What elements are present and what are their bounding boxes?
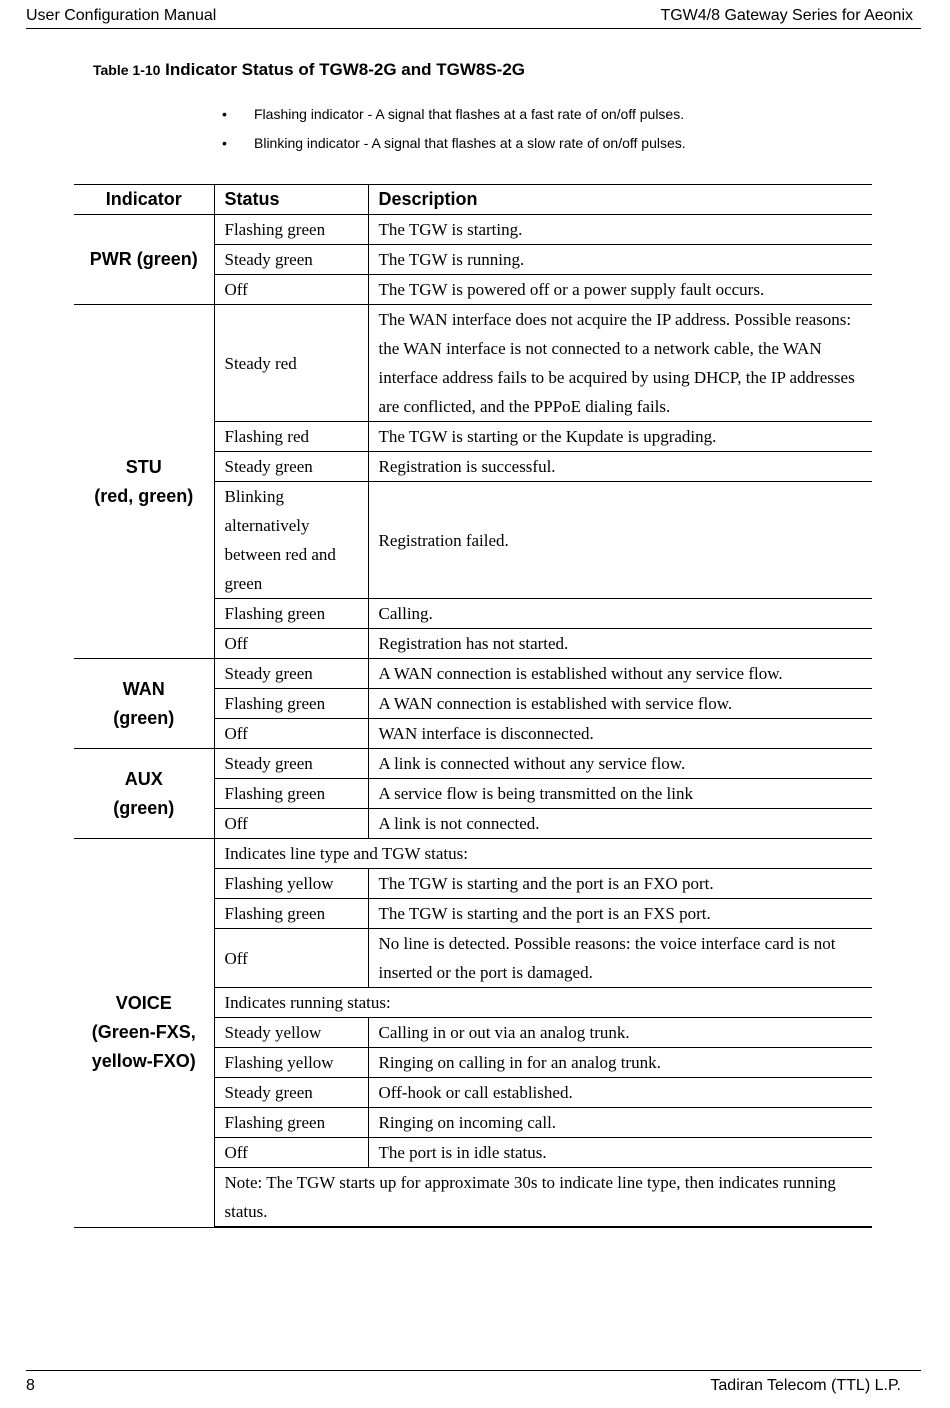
- indicator-group: [74, 839, 872, 1228]
- indicator-label-line: STU: [125, 456, 162, 477]
- table-caption: [93, 60, 525, 80]
- indicator-label-line: (red, green): [94, 485, 194, 506]
- indicator-label-line: yellow-FXO): [91, 1051, 196, 1072]
- description-cell: The WAN interface does not acquire the IP address. Possible reasons: the WAN interface is not connected to a network cable, the WAN interface address fails to be acquired by using DHCP, the IP addresses are conflicted, and the PPPoE dialing fails.: [368, 305, 872, 422]
- description-cell: Registration failed.: [368, 482, 872, 599]
- column-header-indicator: Indicator: [74, 185, 214, 215]
- status-cell: Steady green: [214, 1078, 368, 1108]
- indicator-label-line: (green): [113, 797, 175, 818]
- indicator-name: [74, 839, 214, 1228]
- definition-text: Flashing indicator - A signal that flashes at a fast rate of on/off pulses.: [254, 106, 685, 122]
- bullet-icon: •: [222, 106, 227, 122]
- section-note: Indicates running status:: [214, 988, 872, 1018]
- status-cell: Flashing green: [214, 779, 368, 809]
- status-cell: Flashing green: [214, 689, 368, 719]
- list-item: [222, 129, 686, 158]
- indicator-group: [74, 749, 872, 839]
- table-row: [74, 215, 872, 245]
- description-cell: The port is in idle status.: [368, 1138, 872, 1168]
- status-cell: Flashing green: [214, 599, 368, 629]
- table-header-row: [74, 185, 872, 215]
- status-cell: Blinking alternatively between red and green: [214, 482, 368, 599]
- column-header-status: Status: [214, 185, 368, 215]
- description-cell: The TGW is starting and the port is an FXO port.: [368, 869, 872, 899]
- indicator-name: [74, 749, 214, 839]
- status-cell: Off: [214, 275, 368, 305]
- indicator-label-line: AUX: [124, 768, 163, 789]
- description-cell: The TGW is starting or the Kupdate is upgrading.: [368, 422, 872, 452]
- description-cell: A link is connected without any service flow.: [368, 749, 872, 779]
- status-cell: Off: [214, 1138, 368, 1168]
- status-cell: Steady green: [214, 659, 368, 689]
- status-cell: Steady green: [214, 245, 368, 275]
- table-number: Table 1-10: [93, 62, 161, 78]
- indicator-group: [74, 659, 872, 749]
- indicator-label-line: (Green-FXS,: [91, 1022, 196, 1043]
- description-cell: Off-hook or call established.: [368, 1078, 872, 1108]
- description-cell: Registration has not started.: [368, 629, 872, 659]
- description-cell: Calling in or out via an analog trunk.: [368, 1018, 872, 1048]
- description-cell: The TGW is starting.: [368, 215, 872, 245]
- description-cell: No line is detected. Possible reasons: the voice interface card is not inserted or the port is damaged.: [368, 929, 872, 988]
- description-cell: A service flow is being transmitted on the link: [368, 779, 872, 809]
- status-cell: Steady red: [214, 305, 368, 422]
- manual-title: User Configuration Manual: [26, 7, 217, 24]
- section-note: Indicates line type and TGW status:: [214, 839, 872, 869]
- description-cell: Registration is successful.: [368, 452, 872, 482]
- bullet-icon: •: [222, 135, 227, 151]
- page-number: 8: [26, 1377, 35, 1394]
- status-cell: Steady yellow: [214, 1018, 368, 1048]
- list-item: [222, 100, 686, 129]
- indicator-status-table: [74, 184, 872, 1228]
- status-cell: Flashing red: [214, 422, 368, 452]
- description-cell: A WAN connection is established without any service flow.: [368, 659, 872, 689]
- table-row: [74, 749, 872, 779]
- indicator-name: [74, 659, 214, 749]
- product-series: TGW4/8 Gateway Series for Aeonix: [660, 7, 913, 24]
- definition-text: Blinking indicator - A signal that flashes at a slow rate of on/off pulses.: [254, 135, 686, 151]
- indicator-group: [74, 305, 872, 659]
- description-cell: The TGW is powered off or a power supply fault occurs.: [368, 275, 872, 305]
- indicator-label-line: PWR (green): [89, 249, 198, 269]
- description-cell: A link is not connected.: [368, 809, 872, 839]
- description-cell: WAN interface is disconnected.: [368, 719, 872, 749]
- table-row: [74, 839, 872, 869]
- company-name: Tadiran Telecom (TTL) L.P.: [710, 1377, 901, 1394]
- description-cell: The TGW is starting and the port is an FXS port.: [368, 899, 872, 929]
- status-cell: Flashing yellow: [214, 1048, 368, 1078]
- indicator-name: [74, 215, 214, 305]
- table-row: [74, 659, 872, 689]
- page-header: [26, 0, 921, 29]
- indicator-label-line: VOICE: [115, 993, 172, 1014]
- status-cell: Off: [214, 929, 368, 988]
- status-cell: Off: [214, 629, 368, 659]
- description-cell: Ringing on calling in for an analog trunk.: [368, 1048, 872, 1078]
- section-note: Note: The TGW starts up for approximate 30s to indicate line type, then indicates running status.: [214, 1168, 872, 1228]
- status-cell: Off: [214, 719, 368, 749]
- description-cell: The TGW is running.: [368, 245, 872, 275]
- description-cell: Ringing on incoming call.: [368, 1108, 872, 1138]
- status-cell: Flashing green: [214, 215, 368, 245]
- indicator-group: [74, 215, 872, 305]
- status-cell: Off: [214, 809, 368, 839]
- status-cell: Steady green: [214, 749, 368, 779]
- indicator-label-line: WAN: [122, 678, 165, 699]
- status-cell: Flashing green: [214, 899, 368, 929]
- indicator-name: [74, 305, 214, 659]
- page-footer: [26, 1370, 921, 1394]
- indicator-label-line: (green): [113, 707, 175, 728]
- description-cell: Calling.: [368, 599, 872, 629]
- status-cell: Steady green: [214, 452, 368, 482]
- status-cell: Flashing yellow: [214, 869, 368, 899]
- status-cell: Flashing green: [214, 1108, 368, 1138]
- definition-list: [222, 100, 686, 158]
- column-header-description: Description: [368, 185, 872, 215]
- table-title: Indicator Status of TGW8-2G and TGW8S-2G: [160, 60, 526, 79]
- description-cell: A WAN connection is established with service flow.: [368, 689, 872, 719]
- table-row: [74, 305, 872, 422]
